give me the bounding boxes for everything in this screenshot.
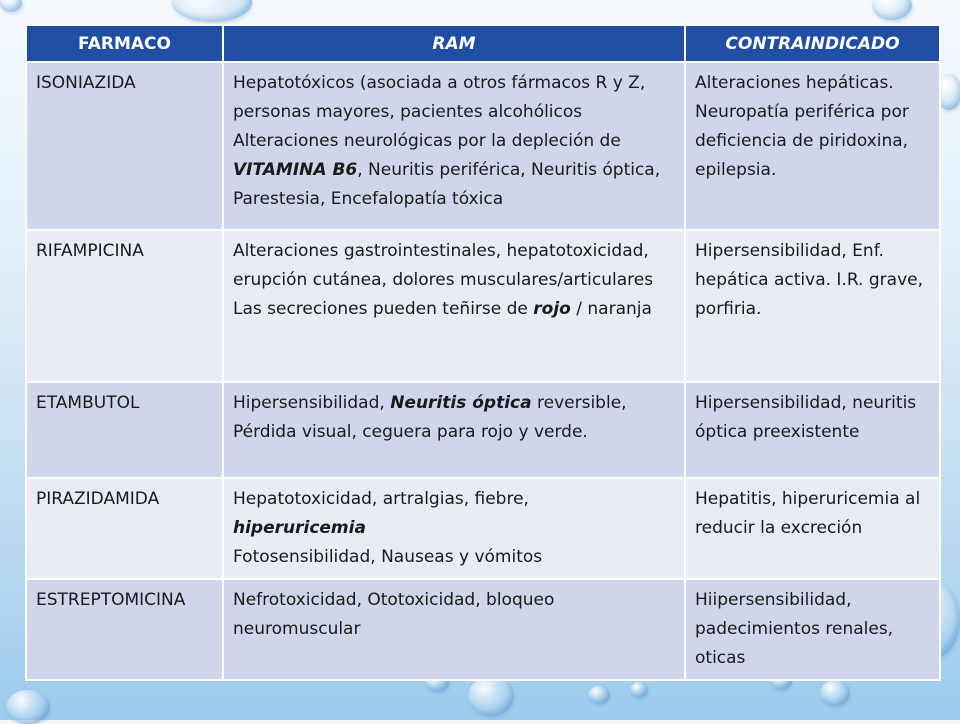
ram-text: reversible, Pérdida visual, ceguera para rojo y verde. bbox=[233, 393, 627, 442]
water-drop-decoration bbox=[6, 690, 50, 724]
ram-text: / naranja bbox=[576, 299, 652, 319]
contraindication-cell: Hiipersensibilidad, padecimientos renales, oticas bbox=[685, 579, 940, 680]
table-row bbox=[26, 382, 940, 478]
drug-name-cell: ETAMBUTOL bbox=[26, 382, 223, 478]
drug-name-cell: PIRAZIDAMIDA bbox=[26, 478, 223, 579]
contraindication-cell: Hepatitis, hiperuricemia al reducir la excreción bbox=[685, 478, 940, 579]
water-drop-decoration bbox=[172, 0, 252, 22]
ram-emphasis: VITAMINA B6 bbox=[233, 160, 358, 180]
ram-text: Fotosensibilidad, Nauseas y vómitos bbox=[233, 547, 543, 567]
water-drop-decoration bbox=[630, 682, 648, 698]
water-drop-decoration bbox=[820, 680, 850, 706]
contraindication-cell: Hipersensibilidad, neuritis óptica preexistente bbox=[685, 382, 940, 478]
water-drop-decoration bbox=[468, 676, 514, 716]
ram-cell bbox=[223, 230, 685, 382]
table-row bbox=[26, 478, 940, 579]
ram-text: Las secreciones pueden teñirse de bbox=[233, 299, 528, 319]
drug-name-cell: ISONIAZIDA bbox=[26, 62, 223, 230]
drug-table bbox=[25, 24, 941, 681]
water-drop-decoration bbox=[0, 0, 22, 12]
ram-text: , Neuritis periférica, Neuritis óptica, Parestesia, Encefalopatía tóxica bbox=[233, 160, 661, 209]
drug-name-cell: RIFAMPICINA bbox=[26, 230, 223, 382]
drug-name-cell: ESTREPTOMICINA bbox=[26, 579, 223, 680]
ram-emphasis: hiperuricemia bbox=[233, 518, 366, 538]
ram-cell bbox=[223, 62, 685, 230]
contraindication-cell: Hipersensibilidad, Enf. hepática activa. I.R. grave, porfiria. bbox=[685, 230, 940, 382]
ram-cell bbox=[223, 478, 685, 579]
ram-cell bbox=[223, 382, 685, 478]
table-header-row bbox=[26, 25, 940, 62]
water-drop-decoration bbox=[588, 686, 610, 704]
ram-emphasis: Neuritis óptica bbox=[390, 393, 532, 413]
header-farmaco: FARMACO bbox=[26, 25, 223, 62]
ram-emphasis: rojo bbox=[533, 299, 571, 319]
header-ram: RAM bbox=[223, 25, 685, 62]
water-drop-decoration bbox=[872, 0, 912, 20]
table-row bbox=[26, 62, 940, 230]
contraindication-cell: Alteraciones hepáticas. Neuropatía periférica por deficiencia de piridoxina, epilepsia. bbox=[685, 62, 940, 230]
ram-text: Alteraciones gastrointestinales, hepatotoxicidad, erupción cutánea, dolores musculares/articulares bbox=[233, 241, 654, 290]
table-row bbox=[26, 230, 940, 382]
ram-text: Hipersensibilidad, bbox=[233, 393, 385, 413]
ram-text: Alteraciones neurológicas por la depleción de bbox=[233, 131, 621, 151]
table-row bbox=[26, 579, 940, 680]
header-contraindicado: CONTRAINDICADO bbox=[685, 25, 940, 62]
ram-cell bbox=[223, 579, 685, 680]
ram-text: Hepatotóxicos (asociada a otros fármacos R y Z, personas mayores, pacientes alcohólicos bbox=[233, 73, 646, 122]
ram-text: Hepatotoxicidad, artralgias, fiebre, bbox=[233, 489, 529, 509]
ram-text: Nefrotoxicidad, Ototoxicidad, bloqueo neuromuscular bbox=[233, 590, 555, 639]
